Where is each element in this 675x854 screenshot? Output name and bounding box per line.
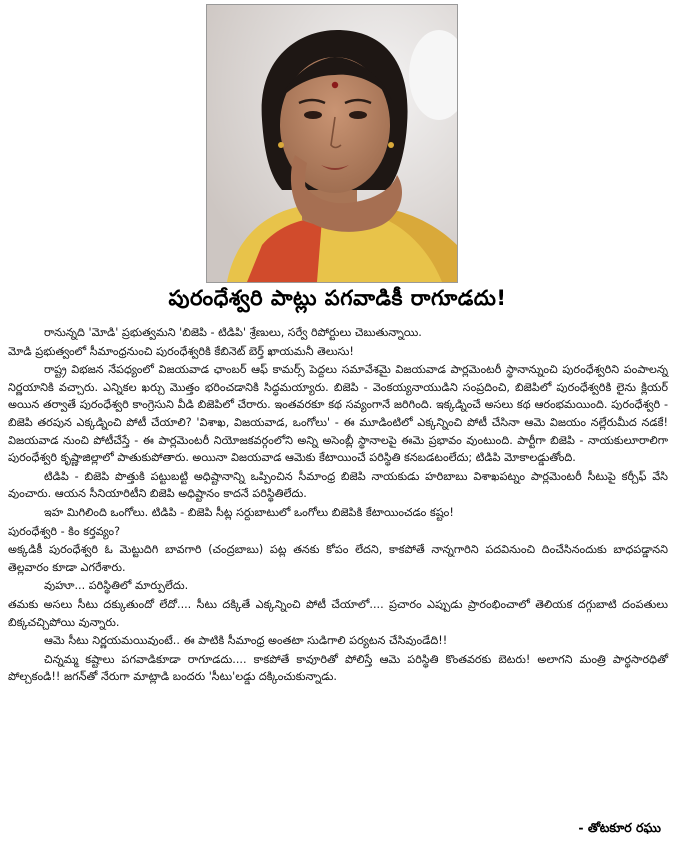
- byline: - తోటకూర రఘు: [578, 820, 661, 835]
- article-paragraph: ఇహ మిగిలింది ఒంగోలు. టిడిపి - బిజెపి సీట్ల సర్దుబాటులో ఒంగోలు బిజెపికి కేటాయించడం కష్టం!: [44, 505, 454, 519]
- article-paragraph: అక్కడికీ పురంధేశ్వరి ఓ మెట్టుదిగి బావగారి (చంద్రబాబు) పట్ల తనకు కోపం లేదని, కాకపోతే నాన్నగారిని పదవినుంచి దించేసినందుకు బాధపడ్డానని తెల్లవారం కూడా ఎగరేశారు.: [8, 543, 668, 574]
- article-paragraph: రాష్ట్ర విభజన నేపధ్యంలో విజయవాడ ఛాంబర్ ఆఫ్ కామర్స్ పెద్దలు సమావేశమై విజయవాడ పార్లమెంటరీ స్థానాన్నుంచి పురంధేశ్వరిని పంపాలన్న నిర్ణయానికి వచ్చారు. ఎన్నికల ఖర్చు మొత్తం భరించడానికి సిద్ధమయ్యారు. బిజెపి - వెంకయ్యనాయుడిని సంప్రదించి, బిజెపిలో పురంధేశ్వరికి లైను క్లియర్ అయిన తర్వాతే పురంధేశ్వరి కాంగ్రెసుని వీడి బిజెపిలో చేరారు. ఇంతవరకూ కథ సవ్యంగానే జరిగింది. ఇక్కడ్నించే అసలు కథ ఆరంభమయింది. పురంధేశ్వరి - బిజెపి తరపున ఎక్కడ్నించి పోటీ చేయాలి? 'విశాఖ, విజయవాడ, ఒంగోలు' - ఈ మూడింటిలో ఎక్కన్నించి పోటీ చేసినా ఆమె విజయం నల్లేరుమీద నడకే! విజయవాడ నుంచి పోటీచేస్తే - ఈ పార్లమెంటరీ నియోజకవర్గంలోని అన్ని అసెంబ్లీ స్థానాలపై ఈమె ప్రభావం వుంటుంది. పార్టీగా బిజెపి - నాయకులూరాలిగా పురంధేశ్వరి కృష్ణాజిల్లాలో పాతుకుపోతారు. అయినా విజయవాడ ఆమెకు కేటాయించే పరిస్థితి కనబడటంలేదు; టిడిపి మోకాలడ్డుతోంది.: [8, 363, 668, 465]
- article-paragraph: తమకు అసలు సీటు దక్కుతుందో లేదో.... సీటు దక్కితే ఎక్కన్నించి పోటీ చేయాలో.... ప్రచారం ఎప్పుడు ప్రారంభించాలో తెలియక దగ్గుబాటి దంపతులు బిక్కచచ్చిపోయి వున్నారు.: [8, 597, 668, 629]
- article-paragraph: ఆమె సీటు నిర్ణయమయివుంటే.. ఈ పాటికి సీమాంధ్ర అంతటా సుడిగాలి పర్యటన చేసివుండేది!!: [44, 634, 448, 648]
- article-paragraph: చిన్నమ్మ కష్టాలు పగవాడికూడా రాగూడదు.... కాకపోతే కావూరితో పోలిస్తే ఆమె పరిస్థితి కొంతవరకు బెటరు! అలాగని మంత్రి పార్థసారధితో పోల్చకండి!! జగన్‌తో నేరుగా మాట్లాడి బందరు 'సీటు'లడ్డు దక్కించుకున్నాడు.: [8, 652, 668, 684]
- headline: పురంధేశ్వరి పాట్లు పగవాడికీ రాగూడదు!: [168, 286, 507, 310]
- article-paragraph: మోడి ప్రభుత్వంలో సీమాంధ్రనుంచి పురంధేశ్వరికి కేబినెట్ బెర్త్ ఖాయమనీ తెలుసు!: [8, 344, 354, 358]
- portrait-photo-icon: [207, 5, 457, 282]
- article-photo: [206, 4, 458, 283]
- article-paragraph: వుహూ... పరిస్థితిలో మార్పులేదు.: [44, 579, 189, 593]
- article-body: [8, 324, 668, 686]
- article-paragraph: టిడిపి - బిజెపి పొత్తుకి పట్టుబట్టి అధిష్టానాన్ని ఒప్పించిన సీమాంధ్ర బిజెపి నాయకుడు హరిబాబు విశాఖపట్నం పార్లమెంటరీ సీటుపై కర్చీఫ్ వేసి వుంచారు. ఆయన సీనియారిటీని బిజెపి అధిష్టానం కాదనే పరిస్థితిలేదు.: [8, 469, 668, 501]
- article-paragraph: పురంధేశ్వరి - కిం కర్తవ్యం?: [8, 524, 121, 538]
- article-paragraph: రానున్నది 'మోడి' ప్రభుత్వమని 'బిజెపి - టిడిపి' శ్రేణులు, సర్వే రిపోర్టులు చెబుతున్నాయి.: [44, 326, 422, 339]
